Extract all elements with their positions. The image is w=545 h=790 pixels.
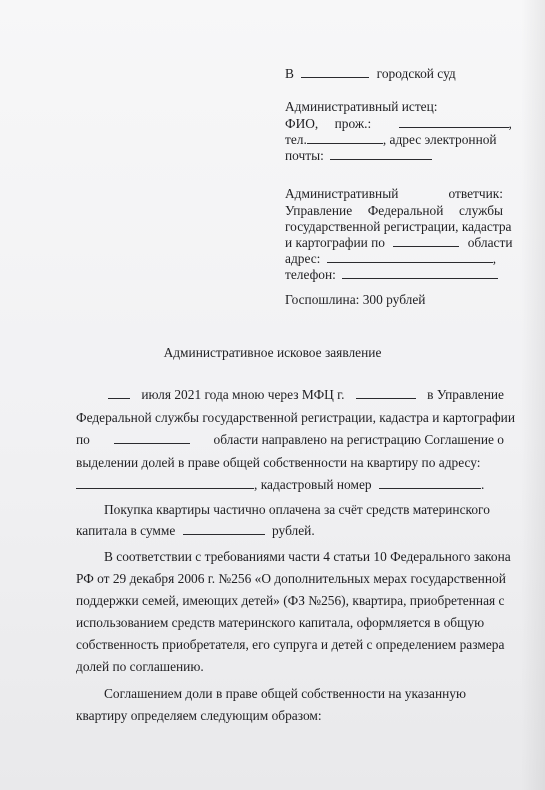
cadastral-number-blank bbox=[379, 477, 481, 489]
day-blank bbox=[108, 387, 130, 399]
p4-line-2: квартиру определяем следующим образом: bbox=[76, 708, 322, 723]
p1-line-1 bbox=[76, 387, 504, 403]
p1-line-2: Федеральной службы государственной регистрации, кадастра и картографии bbox=[76, 410, 516, 425]
p1-line-3 bbox=[76, 432, 504, 448]
p1-text-d: области направлено на регистрацию Соглашение о bbox=[213, 432, 504, 447]
defendant-word: службы bbox=[458, 203, 503, 218]
phone-label: тел. bbox=[285, 132, 307, 147]
address-blank bbox=[327, 251, 493, 263]
defendant-line-3 bbox=[285, 235, 512, 251]
court-prefix: В bbox=[285, 66, 294, 81]
mfc-city-blank bbox=[356, 387, 416, 399]
apartment-address-blank bbox=[76, 477, 254, 489]
email-label-part1: , адрес электронной bbox=[382, 132, 497, 147]
fio-line bbox=[285, 116, 512, 132]
document-title: Административное исковое заявление bbox=[163, 345, 382, 360]
fio-label: ФИО, bbox=[285, 116, 319, 131]
defendant-address-line bbox=[285, 251, 496, 267]
plaintiff-label: Административный истец: bbox=[285, 99, 438, 114]
p1-line-5 bbox=[76, 477, 484, 493]
p3-line-5: собственность приобретателя, его супруга и детей с определением размера bbox=[76, 637, 505, 652]
phone-email-line bbox=[285, 132, 497, 148]
p3-line-2: РФ от 29 декабря 2006 г. №256 «О дополнительных мерах государственной bbox=[76, 571, 506, 586]
defendant-label-word2: ответчик: bbox=[448, 186, 503, 201]
page-edge-shadow bbox=[521, 0, 545, 790]
residing-label: прож.: bbox=[334, 116, 372, 131]
residing-blank bbox=[399, 116, 509, 128]
telephone-blank bbox=[342, 267, 498, 279]
p3-line-1: В соответствии с требованиями части 4 статьи 10 Федерального закона bbox=[104, 549, 511, 564]
cadastral-label: , кадастровый номер bbox=[254, 477, 372, 492]
defendant-region-suffix: области bbox=[467, 235, 513, 250]
p1-text-c: по bbox=[76, 432, 90, 447]
capital-sum-blank bbox=[183, 523, 265, 535]
p1-text-a: июля 2021 года мною через МФЦ г. bbox=[141, 387, 345, 402]
court-city-blank bbox=[301, 66, 369, 78]
p4-line-1: Соглашением доли в праве общей собственности на указанную bbox=[104, 686, 466, 701]
p3-line-4: использованием средств материнского капитала, оформляется в общую bbox=[76, 615, 485, 630]
court-suffix: городской суд bbox=[376, 66, 456, 81]
defendant-label-word1: Административный bbox=[285, 186, 399, 201]
region-blank-2 bbox=[114, 432, 190, 444]
address-label: адрес: bbox=[285, 251, 321, 266]
p2-text-a: капитала в сумме bbox=[76, 523, 176, 538]
defendant-word: Федеральной bbox=[367, 203, 444, 218]
defendant-label bbox=[285, 186, 503, 202]
p2-text-b: рублей. bbox=[272, 523, 315, 538]
p1-period: . bbox=[480, 477, 485, 492]
email-label-part2: почты: bbox=[285, 148, 324, 163]
p2-line-2 bbox=[76, 523, 315, 539]
state-fee: Госпошлина: 300 рублей bbox=[285, 292, 426, 307]
telephone-label: телефон: bbox=[285, 267, 336, 282]
defendant-line-1 bbox=[285, 203, 503, 219]
p1-line-4: выделении долей в праве общей собственности на квартиру по адресу: bbox=[76, 455, 481, 470]
p1-text-b: в Управление bbox=[427, 387, 504, 402]
defendant-phone-line bbox=[285, 267, 498, 283]
email-line bbox=[285, 148, 432, 164]
defendant-line-2: государственной регистрации, кадастра bbox=[285, 219, 512, 234]
p3-line-3: поддержки семей, имеющих детей» (ФЗ №256), квартира, приобретенная с bbox=[76, 593, 505, 608]
p3-line-6: долей по соглашению. bbox=[76, 659, 204, 674]
defendant-word: Управление bbox=[285, 203, 353, 218]
region-blank bbox=[393, 235, 459, 247]
defendant-region-prefix: и картографии по bbox=[285, 235, 385, 250]
phone-blank bbox=[307, 132, 383, 144]
fio-comma: , bbox=[508, 116, 512, 131]
p2-line-1: Покупка квартиры частично оплачена за счёт средств материнского bbox=[104, 502, 490, 517]
address-comma: , bbox=[492, 251, 497, 266]
court-line bbox=[285, 66, 456, 82]
email-blank bbox=[330, 148, 432, 160]
